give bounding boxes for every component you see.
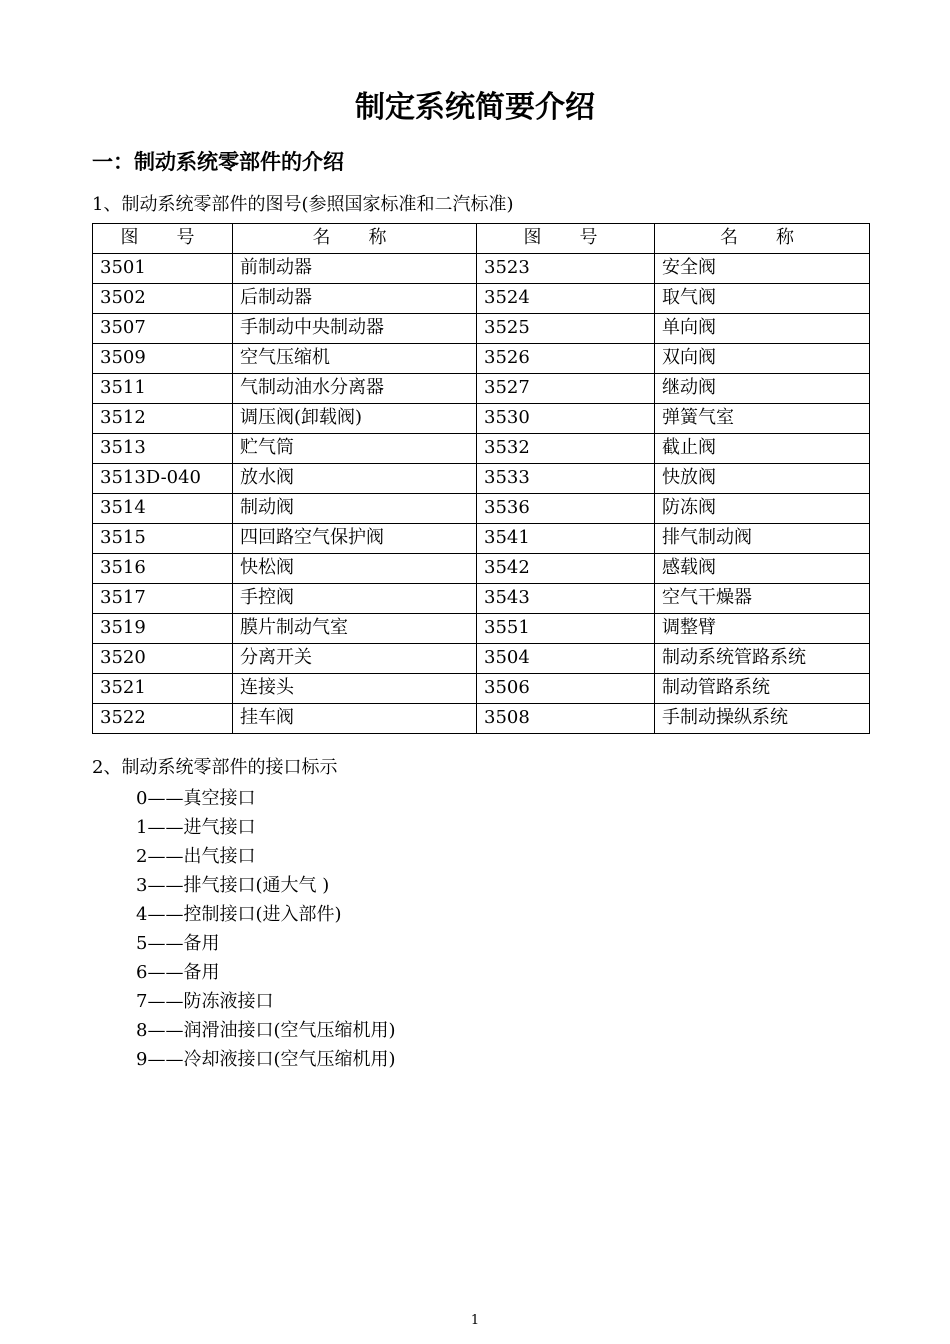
cell-drawing-number: 3524 [477,284,655,314]
cell-part-name: 截止阀 [655,434,870,464]
cell-part-name: 空气压缩机 [233,344,477,374]
cell-part-name: 贮气筒 [233,434,477,464]
cell-drawing-number: 3517 [93,584,233,614]
cell-drawing-number: 3511 [93,374,233,404]
cell-drawing-number: 3506 [477,674,655,704]
cell-drawing-number: 3512 [93,404,233,434]
table-row [93,464,870,494]
cell-drawing-number: 3515 [93,524,233,554]
cell-drawing-number: 3519 [93,614,233,644]
header-name: 名 称 [233,224,477,254]
cell-part-name: 手制动操纵系统 [655,704,870,734]
cell-part-name: 取气阀 [655,284,870,314]
cell-part-name: 调压阀(卸载阀) [233,404,477,434]
cell-part-name: 排气制动阀 [655,524,870,554]
cell-drawing-number: 3533 [477,464,655,494]
cell-drawing-number: 3513 [93,434,233,464]
cell-drawing-number: 3507 [93,314,233,344]
table-row [93,344,870,374]
cell-drawing-number: 3536 [477,494,655,524]
list-item: 2——出气接口 [136,846,256,867]
table-row [93,494,870,524]
cell-drawing-number: 3509 [93,344,233,374]
table-row [93,674,870,704]
list-item: 6——备用 [136,962,220,983]
cell-drawing-number: 3530 [477,404,655,434]
cell-drawing-number: 3542 [477,554,655,584]
cell-drawing-number: 3523 [477,254,655,284]
table-row [93,314,870,344]
cell-drawing-number: 3516 [93,554,233,584]
cell-part-name: 气制动油水分离器 [233,374,477,404]
table-row [93,284,870,314]
list-item: 3——排气接口(通大气 ) [136,875,330,896]
cell-drawing-number: 3527 [477,374,655,404]
list-item: 8——润滑油接口(空气压缩机用) [136,1020,396,1041]
cell-drawing-number: 3514 [93,494,233,524]
list-item: 1——进气接口 [136,817,256,838]
page-number: 1 [470,1313,480,1328]
cell-part-name: 快松阀 [233,554,477,584]
header-drawing-number: 图 号 [477,224,655,254]
cell-drawing-number: 3502 [93,284,233,314]
cell-drawing-number: 3525 [477,314,655,344]
header-drawing-number: 图 号 [93,224,233,254]
table-row [93,554,870,584]
cell-drawing-number: 3526 [477,344,655,374]
cell-part-name: 制动管路系统 [655,674,870,704]
cell-part-name: 继动阀 [655,374,870,404]
cell-part-name: 手控阀 [233,584,477,614]
section-heading-interfaces: 2、制动系统零部件的接口标示 [92,757,338,778]
table-row [93,374,870,404]
table-row [93,524,870,554]
interface-list [136,784,396,1074]
list-item: 0——真空接口 [136,788,256,809]
list-item: 4——控制接口(进入部件) [136,904,342,925]
cell-drawing-number: 3543 [477,584,655,614]
cell-part-name: 四回路空气保护阀 [233,524,477,554]
list-item: 5——备用 [136,933,220,954]
cell-drawing-number: 3522 [93,704,233,734]
cell-part-name: 双向阀 [655,344,870,374]
cell-drawing-number: 3532 [477,434,655,464]
cell-part-name: 挂车阀 [233,704,477,734]
cell-drawing-number: 3541 [477,524,655,554]
cell-part-name: 手制动中央制动器 [233,314,477,344]
table-row [93,404,870,434]
cell-drawing-number: 3551 [477,614,655,644]
cell-drawing-number: 3513D-040 [93,464,233,494]
cell-part-name: 弹簧气室 [655,404,870,434]
table-header-row [93,224,870,254]
table-row [93,704,870,734]
cell-drawing-number: 3521 [93,674,233,704]
cell-part-name: 制动系统管路系统 [655,644,870,674]
table-row [93,584,870,614]
list-item: 7——防冻液接口 [136,991,274,1012]
cell-drawing-number: 3501 [93,254,233,284]
table-row [93,614,870,644]
cell-part-name: 快放阀 [655,464,870,494]
cell-part-name: 分离开关 [233,644,477,674]
cell-drawing-number: 3520 [93,644,233,674]
section-heading-components: 一：制动系统零部件的介绍 [92,150,344,174]
cell-part-name: 前制动器 [233,254,477,284]
cell-part-name: 连接头 [233,674,477,704]
parts-table-body [93,254,870,734]
table-caption: 1、制动系统零部件的图号(参照国家标准和二汽标准) [92,194,514,215]
page-title: 制定系统简要介绍 [355,90,595,125]
cell-part-name: 感载阀 [655,554,870,584]
cell-drawing-number: 3504 [477,644,655,674]
parts-table [92,223,870,734]
cell-part-name: 后制动器 [233,284,477,314]
cell-part-name: 制动阀 [233,494,477,524]
cell-part-name: 防冻阀 [655,494,870,524]
list-item: 9——冷却液接口(空气压缩机用) [136,1049,396,1070]
cell-part-name: 放水阀 [233,464,477,494]
cell-part-name: 膜片制动气室 [233,614,477,644]
table-row [93,434,870,464]
cell-part-name: 单向阀 [655,314,870,344]
table-row [93,254,870,284]
header-name: 名 称 [655,224,870,254]
cell-part-name: 调整臂 [655,614,870,644]
table-row [93,644,870,674]
cell-part-name: 安全阀 [655,254,870,284]
cell-drawing-number: 3508 [477,704,655,734]
cell-part-name: 空气干燥器 [655,584,870,614]
